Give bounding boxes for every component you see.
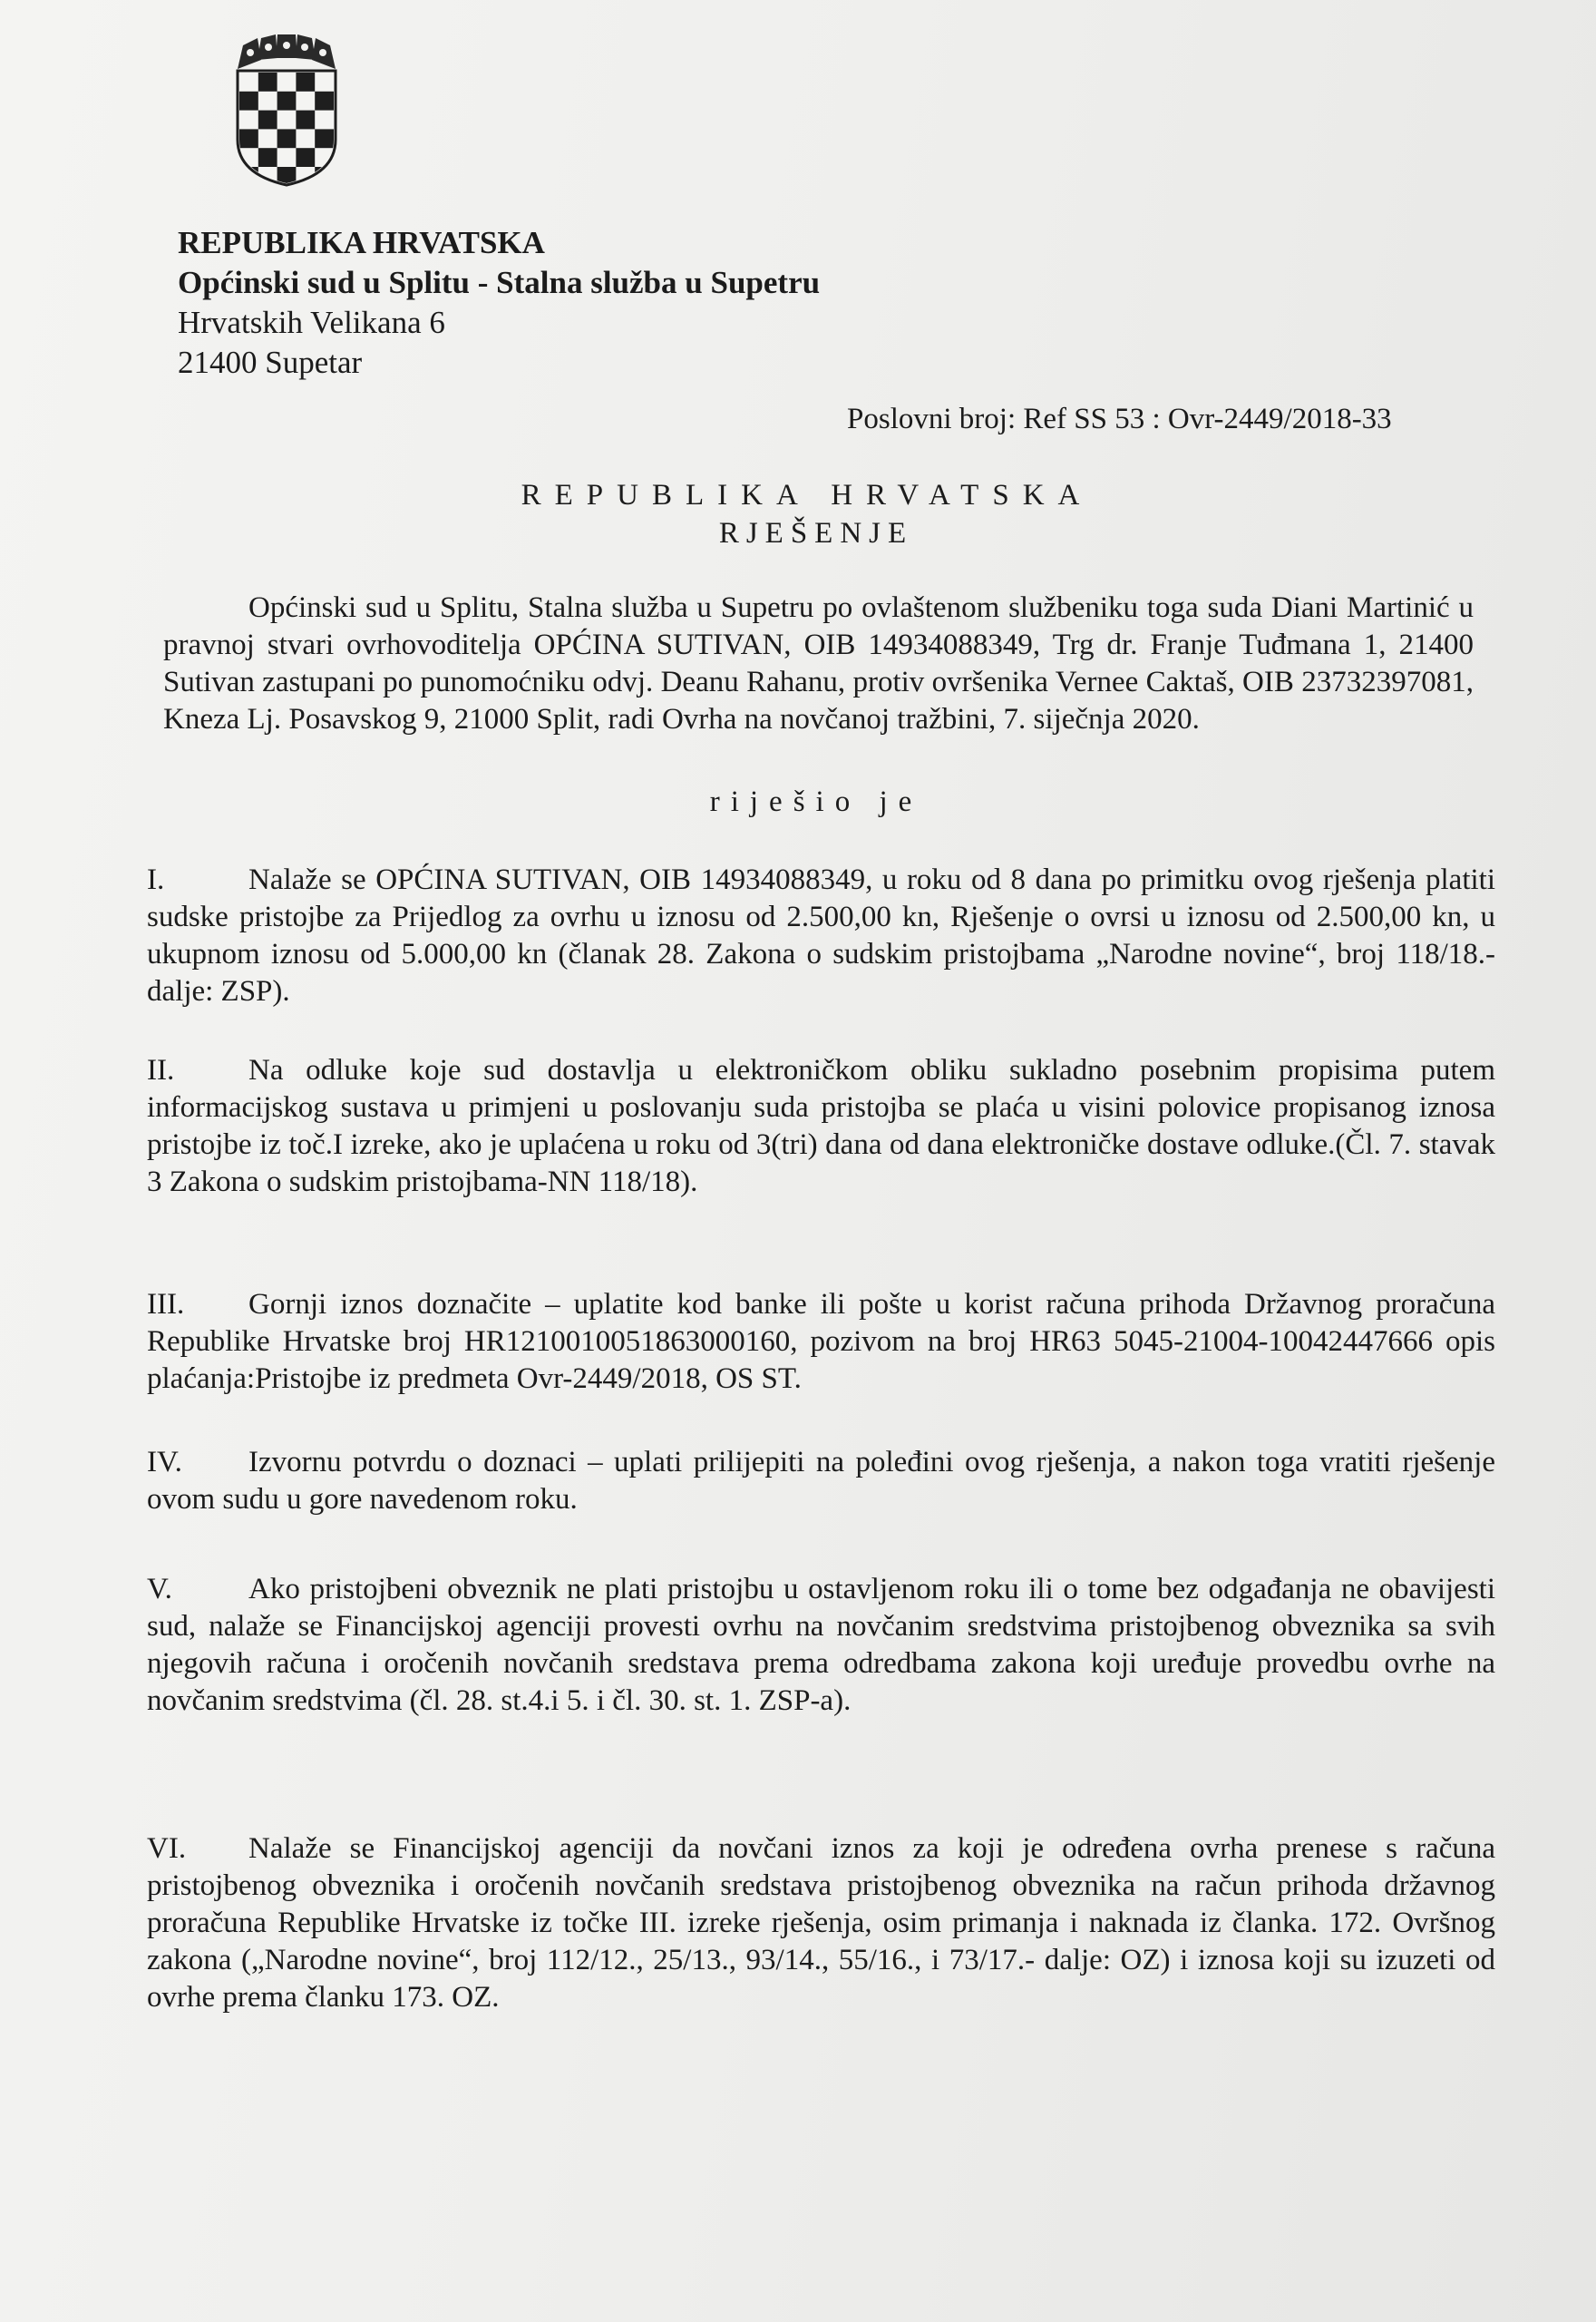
ruling-item-4 [147, 1444, 1495, 1518]
item-text: Nalaže se OPĆINA SUTIVAN, OIB 14934088349, u roku od 8 dana po primitku ovog rješenja platiti sudske pristojbe za Prijedlog za ovrhu u iznosu od 2.500,00 kn, Rješenje o ovrsi u iznosu od 2.500,00 kn, u ukupnom iznosu od 5.000,00 kn (članak 28. Zakona o sudskim pristojbama „Narodne novine“, broj 118/18.-dalje: ZSP). [147, 863, 1495, 1008]
item-text: Ako pristojbeni obveznik ne plati pristojbu u ostavljenom roku ili o tome bez odgađanja ne obavijesti sud, nalaže se Financijskoj agenciji provesti ovrhu na novčanim sredstvima pristojbenog obveznika sa svih njegovih računa i oročenih novčanih sredstava prema odredbama zakona koji uređuje provedbu ovrhe na novčanim sredstvima (čl. 28. st.4.i 5. i čl. 30. st. 1. ZSP-a). [147, 1573, 1495, 1717]
croatian-coat-of-arms-icon [234, 33, 339, 187]
title-document: RJEŠENJE [718, 517, 914, 550]
item-number: IV. [147, 1446, 182, 1478]
ruling-heading: riješio je [709, 785, 923, 818]
ruling-item-1 [147, 862, 1495, 1010]
country-name: REPUBLIKA HRVATSKA [178, 225, 545, 260]
item-number: I. [147, 863, 165, 896]
ruling-item-6 [147, 1830, 1495, 2016]
item-number: II. [147, 1054, 175, 1087]
intro-paragraph: Općinski sud u Splitu, Stalna služba u Supetru po ovlaštenom službeniku toga suda Diani Martinić u pravnoj stvari ovrhovoditelja OPĆINA SUTIVAN, OIB 14934088349, Trg dr. Franje Tuđmana 1, 21400 Sutivan zastupani po punomoćniku odvj. Deanu Rahanu, protiv ovršenika Vernee Caktaš, OIB 23732397081, Kneza Lj. Posavskog 9, 21000 Split, radi Ovrha na novčanoj tražbini, 7. siječnja 2020. [163, 591, 1474, 736]
item-number: VI. [147, 1832, 187, 1865]
court-header [178, 223, 994, 383]
ruling-item-3 [147, 1286, 1495, 1398]
ruling-item-5 [147, 1571, 1495, 1720]
court-name: Općinski sud u Splitu - Stalna služba u Supetru [178, 265, 821, 300]
case-number: Poslovni broj: Ref SS 53 : Ovr-2449/2018-33 [847, 403, 1392, 435]
item-text: Nalaže se Financijskoj agenciji da novčani iznos za koji je određena ovrha prenese s računa pristojbenog obveznika i oročenih novčanih sredstava pristojbenog obveznika na račun prihoda državnog proračuna Republike Hrvatske iz točke III. izreke rješenja, osim primanja i naknada iz članka. 172. Ovršnog zakona („Narodne novine“, broj 112/12., 25/13., 93/14., 55/16., i 73/17.- dalje: OZ) i iznosa koji su izuzeti od ovrhe prema članku 173. OZ. [147, 1832, 1495, 2014]
ruling-item-2 [147, 1052, 1495, 1201]
item-number: III. [147, 1288, 185, 1321]
item-text: Na odluke koje sud dostavlja u elektroničkom obliku sukladno posebnim propisima putem informacijskog sustava u primjeni u poslovanju suda pristojba se plaća u visini polovice propisanog iznosa pristojbe iz toč.I izreke, ako je uplaćena u roku od 3(tri) dana od dana elektroničke dostave odluke.(Čl. 7. stavak 3 Zakona o sudskim pristojbama-NN 118/18). [147, 1054, 1495, 1198]
court-street: Hrvatskih Velikana 6 [178, 305, 445, 340]
item-text: Izvornu potvrdu o doznaci – uplati prilijepiti na poleđini ovog rješenja, a nakon toga vratiti rješenje ovom sudu u gore navedenom roku. [147, 1446, 1495, 1516]
court-city: 21400 Supetar [178, 345, 363, 380]
item-number: V. [147, 1573, 172, 1605]
title-country: REPUBLIKA HRVATSKA [521, 479, 1094, 512]
item-text: Gornji iznos doznačite – uplatite kod banke ili pošte u korist računa prihoda Državnog proračuna Republike Hrvatske broj HR1210010051863000160, pozivom na broj HR63 5045-21004-10042447666 opis plaćanja:Pristojbe iz predmeta Ovr-2449/2018, OS ST. [147, 1288, 1495, 1395]
